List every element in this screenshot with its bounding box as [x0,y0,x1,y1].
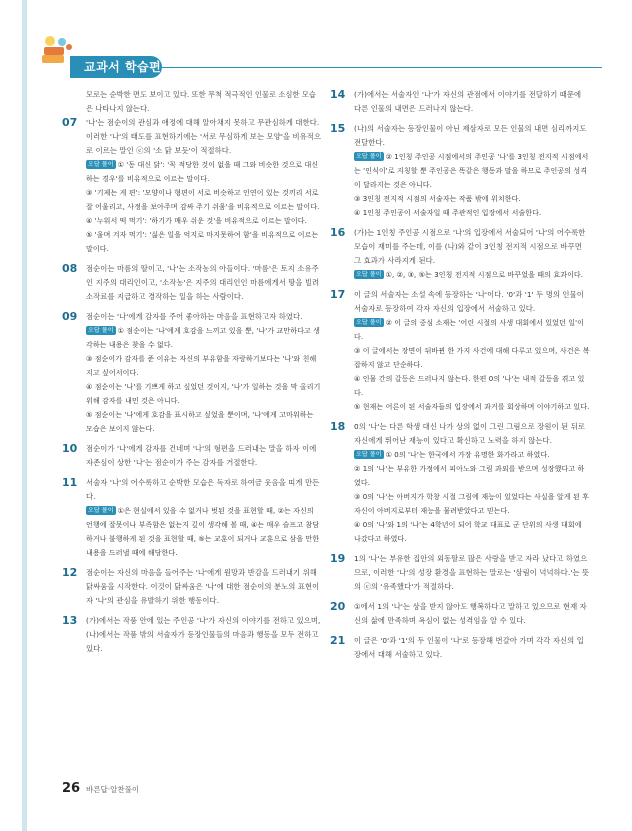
explanation-text: ①은 현실에서 있을 수 없거나 벗된 것을 표현할 때, ②는 자신의 언행에 잘못이나 부족함은 없는지 깊이 생각해 볼 때, ④는 매우 슬프고 참담하거나 불행하게 된 것을 표현할 때, ⑤는 교훈이 되거나 교훈으로 삼을 만한 내용을 드러낼 때에 해당한다. [86,507,320,557]
answer-item [62,442,322,470]
explanation-text: ③ 이 글에서는 장면이 뒤바뀐 한 가지 사건에 대해 다루고 있으며, 사건은 복잡하지 않고 단순하다. [354,347,590,369]
answer-item [330,634,590,662]
answer-text: (가)에서는 작품 안에 있는 주인공 '나'가 자신의 이야기를 전하고 있으며, (나)에서는 작품 밖의 서술자가 등장인물들의 마음과 행동을 모두 전하고 있다. [86,616,321,653]
answer-number: 10 [62,442,78,455]
explanation-line [354,448,590,462]
explanation-text: ② 1인칭 주인공 시점에서의 주인공 '나'를 3인칭 전지적 시점에서는 '인식이'로 지칭할 뿐 주인공은 똑같은 행동과 말을 하므로 주인공의 성격이 달라지는 것은 아니다. [354,153,589,189]
explanation-text: ④ 인물 간의 갈등은 드러나지 않는다. 한편 0의 '나'는 내적 갈등을 겪고 있다. [354,375,585,397]
section-title: 교과서 학습편 [70,56,162,78]
answer-item [62,116,322,256]
answer-number: 14 [330,88,346,101]
explanation-text: ⑤ 점순이는 '나'에게 호감을 표시하고 싶었을 뿐이며, '나'에게 고마워하는 모습은 보이지 않는다. [86,411,314,433]
explanation-text: ③ '기제는 게 편': '모양이나 형편이 서로 비슷하고 인연이 있는 것끼리 서로 잘 어울리고, 사정을 보아주며 감싸 주기 쉬움'을 비유적으로 이르는 말이다. [86,189,320,211]
page-number: 26 [62,781,81,796]
explanation-text: ⑤ 현재는 어른이 된 서술자들의 입장에서 과거를 회상하며 이야기하고 있다. [354,403,590,411]
answer-item [330,88,590,116]
footer-label: 바른답·알찬풀이 [86,785,140,794]
answer-text: ①에서 1의 '나'는 상을 받지 않아도 행복하다고 말하고 있으므로 현재 자신의 삶에 만족하며 욕심이 없는 성격임을 알 수 있다. [354,602,587,625]
answer-number: 13 [62,614,78,627]
explanation-line [86,158,322,186]
wrong-answer-badge: 오답 풀이 [356,319,382,326]
answer-text: 점순이가 '나'에게 감자를 건네며 '나'의 형편을 드러내는 말을 하자 이에 자존심이 상한 '나'는 점순이가 주는 감자를 거절한다. [86,444,317,467]
explanation-line [354,518,590,546]
explanation-line [86,352,322,380]
answer-text: 이 글은 '0'과 '1'의 두 인물이 '나'로 등장해 번갈아 가며 각각 자신의 입장에서 대해 서술하고 있다. [354,636,584,659]
explanation-line [354,268,590,282]
answer-item [330,288,590,414]
explanation-line [86,504,322,560]
wrong-answer-badge: 오답 풀이 [88,161,114,168]
explanation-line [86,228,322,256]
answer-number: 20 [330,600,346,613]
answer-text: 1의 '나'는 부유한 집안의 외동딸로 많은 사랑을 받고 자라 났다고 하였으므로, 이러한 '나'의 성장 환경을 표현하는 말로는 '삼림이 넉넉하다.'는 뜻의 ⓔ의 '유족했다'가 적절하다. [354,554,590,591]
answer-number: 07 [62,116,78,129]
answer-number: 09 [62,310,78,323]
answer-number: 17 [330,288,346,301]
answer-item [62,566,322,608]
answer-item [330,600,590,628]
answer-number: 19 [330,552,346,565]
answer-number: 08 [62,262,78,275]
answer-number: 12 [62,566,78,579]
explanation-text: ④ '누워서 떡 먹기': '하기가 매우 쉬운 것'을 비유적으로 이르는 말이다. [86,217,307,225]
wrong-answer-badge: 오답 풀이 [88,507,114,514]
explanation-text: ① '동 대신 닭': '꼭 적당한 것이 없을 때 그와 비슷한 것으로 대신하는 경우'를 비유적으로 이르는 말이다. [86,161,319,183]
explanation-line [354,206,590,220]
explanation-text: ① 0의 '나'는 한국에서 가장 유명한 화가라고 하였다. [385,451,550,459]
answer-text: 점순이는 '나'에게 감자를 주어 좋아하는 마음을 표현하고자 하였다. [86,312,303,321]
explanation-text: ⑤ '울며 겨자 먹기': '싫은 일을 억지로 마지못하여 함'을 비유적으로 이르는 말이다. [86,231,319,253]
answer-item [330,122,590,220]
answer-text: '나'는 점순이의 관심과 애정에 대해 알아채지 못하고 무관심하게 대한다. 이러한 '나'의 태도를 표현하기에는 '서로 무심하게 보는 모양'을 비유적으로 이르는 말인 ⓔ의 '소 닭 보듯'이 적절하다. [86,118,322,155]
explanation-line [86,380,322,408]
explanation-text: ② 1의 '나'는 부유한 가정에서 피아노와 그림 과외를 받으며 성장했다고 하였다. [354,465,585,487]
answer-number: 11 [62,476,78,489]
answer-number: 18 [330,420,346,433]
answer-item [330,420,590,546]
answer-text: 서술자 '나'의 어수룩하고 순박한 모습은 독자로 하여금 웃음을 띠게 만든다. [86,478,320,501]
explanation-text: ④ 점순이는 '나'를 기쁘게 하고 싶었던 것이지, '나'가 일하는 것을 막 올리기 위해 감자를 내민 것은 아니다. [86,383,321,405]
answer-item [62,310,322,436]
wrong-answer-badge: 오답 풀이 [356,451,382,458]
header-divider [162,67,602,68]
explanation-text: ③ 점순이가 감자를 준 이유는 자신의 부유함을 자랑하기보다는 '나'와 친해지고 싶어서이다. [86,355,317,377]
answer-text: 점순이는 자신의 마음을 들어주는 '나'에게 원망과 반감을 드러내기 위해 닭싸움을 시작한다. 이것이 닭싸움은 '나'에 대한 점순이의 분노의 표현이자 '나'의 관심을 유발하기 위한 행동이다. [86,568,320,605]
answer-number: 16 [330,226,346,239]
explanation-line [354,150,590,192]
page-side-bar [22,0,27,831]
explanation-line [354,400,590,414]
answer-item [330,226,590,282]
answer-text: 0의 '나'는 다른 학생 대신 나가 상의 없이 그린 그림으로 장원이 된 뒤로 자신에게 뛰어난 재능이 있다고 확신하고 노력을 하지 않는다. [354,422,586,445]
answer-text: (가)에서는 서술자인 '나'가 자신의 관점에서 이야기를 전달하기 때문에 다른 인물의 내면은 드러나지 않는다. [354,90,582,113]
answer-text: 점순이는 마름의 딸이고, '나'는 소작농의 아들이다. '마름'은 토지 소유주인 지주의 대리인이고, '소작농'은 지주의 대리인인 마름에게서 땅을 빌려 소작료를 지급하고 경작하는 일을 하는 사람이다. [86,264,320,301]
answer-item [330,552,590,594]
explanation-text: ①, ②, ③, ⑤는 3인칭 전지적 시점으로 바꾸었을 때의 효과이다. [385,271,584,279]
explanation-line [86,214,322,228]
answer-item [62,614,322,656]
explanation-text: ③ 0의 '나'는 아버지가 학창 시절 그림에 재능이 있었다는 사실을 알게 된 후 자신이 아버지로부터 재능을 물려받았다고 믿는다. [354,493,590,515]
explanation-line [86,408,322,436]
explanation-text: ② 이 글의 중심 소재는 '어린 시절의 사생 대회에서 있었던 일'이다. [354,319,584,341]
explanation-line [354,372,590,400]
explanation-line [86,324,322,352]
left-column [62,88,322,662]
explanation-line [86,186,322,214]
answer-number: 15 [330,122,346,135]
answer-number: 21 [330,634,346,647]
explanation-line [354,462,590,490]
wrong-answer-badge: 오답 풀이 [356,271,382,278]
continued-text: 모로는 순박한 면도 보이고 있다. 또한 무척 적극적인 인물로 소심한 모습은 나타나지 않는다. [86,90,316,113]
explanation-text: ① 점순이는 '나'에게 호감을 느끼고 있을 뿐, '나'가 교만하다고 생각하는 내용은 찾을 수 없다. [86,327,321,349]
wrong-answer-badge: 오답 풀이 [356,153,382,160]
explanation-text: ④ 1인칭 주인공이 서술자일 때 주관적인 입장에서 서술한다. [354,209,542,217]
wrong-answer-badge: 오답 풀이 [88,327,114,334]
explanation-line [354,344,590,372]
explanation-line [354,192,590,206]
answer-text: 이 글의 서술자는 소설 속에 등장하는 '나'이다. '0'과 '1' 두 명의 인물이 서술자로 등장하여 각자 자신의 입장에서 서술하고 있다. [354,290,584,313]
answer-item [62,476,322,560]
explanation-text: ③ 3인칭 전지적 시점의 서술자는 작품 밖에 위치한다. [354,195,521,203]
answer-text: (가)는 1인칭 주인공 시점으로 '나'의 입장에서 서술되어 '나'의 어수룩한 모습이 재미를 주는데, 이를 (나)와 같이 3인칭 전지적 시점으로 바꾸면 그 효과가 사라지게 된다. [354,228,586,265]
explanation-line [354,490,590,518]
answer-item [62,262,322,304]
answer-text: (나)의 서술자는 등장인물이 아닌 제삼자로 모든 인물의 내면 심리까지도 전달한다. [354,124,587,147]
explanation-text: ④ 0의 '나'와 1의 '나'는 4학년이 되어 학교 대표로 군 단위의 사생 대회에 나갔다고 하였다. [354,521,582,543]
explanation-line [354,316,590,344]
right-column [330,88,590,668]
